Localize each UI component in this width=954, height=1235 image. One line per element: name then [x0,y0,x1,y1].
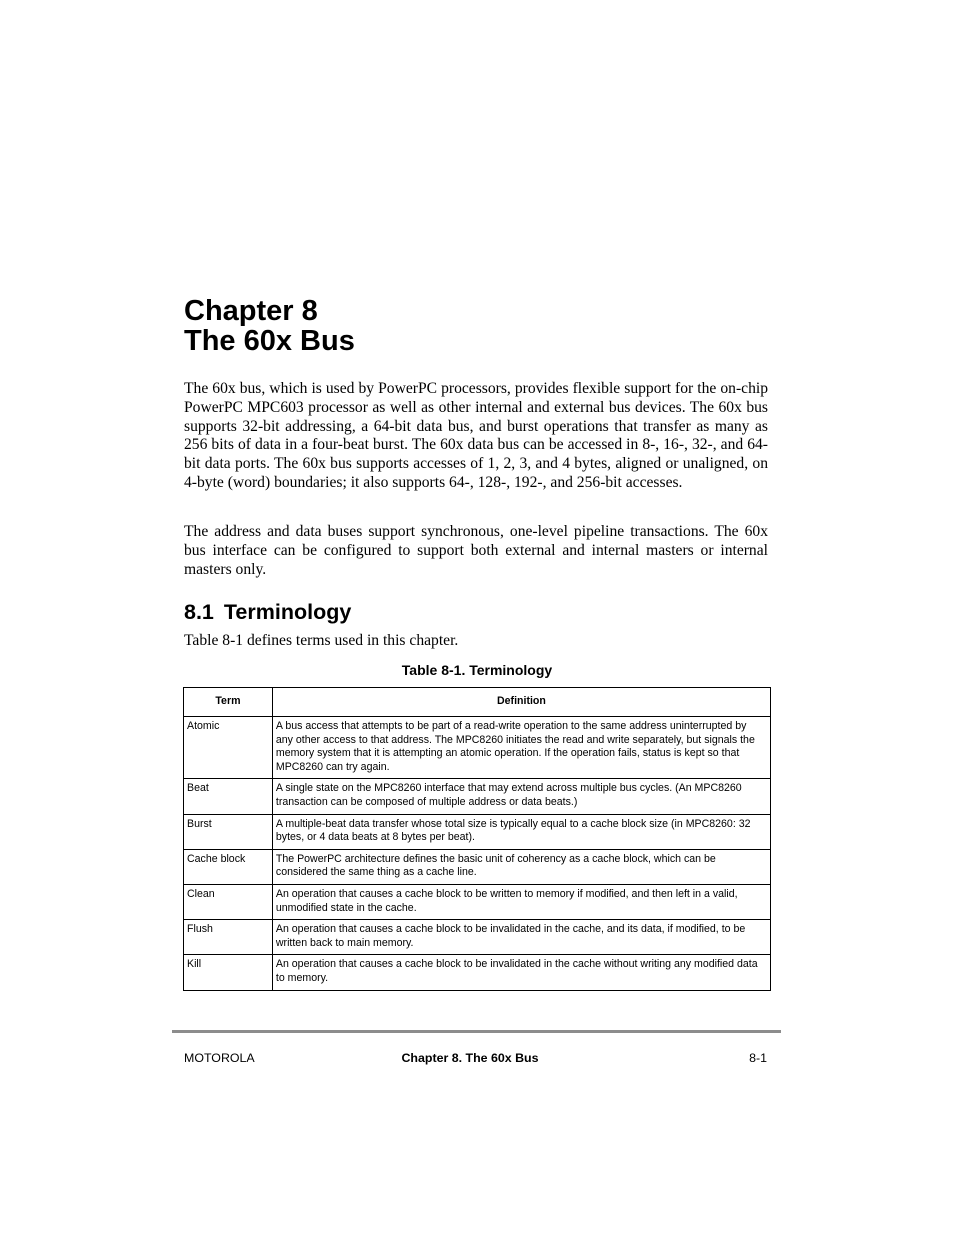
table-row [184,884,771,919]
table-row [184,814,771,849]
table-row [184,849,771,884]
definition-cell: A bus access that attempts to be part of a read-write operation to the same address uninterrupted by any other access to that address. The MPC8260 initiates the read and write separately, but signals the memory system that it is attempting an atomic operation. If the operation fails, status is kept so that MPC8260 can try again. [272,717,770,779]
footer-chapter-title: Chapter 8. The 60x Bus [401,1051,539,1065]
definition-cell: A single state on the MPC8260 interface that may extend across multiple bus cycles. (An MPC8260 transaction can be composed of multiple address or data beats.) [272,779,770,814]
footer-publisher: MOTOROLA [184,1051,255,1065]
header-definition: Definition [272,688,770,717]
bus-interface-paragraph: The address and data buses support synchronous, one-level pipeline transactions. The 60x bus interface can be configured to support both external and internal masters or internal masters only. [184,523,768,578]
section-number: 8.1 [184,600,214,624]
header-term: Term [184,688,273,717]
table-caption: Table 8-1. Terminology [401,662,553,678]
definition-cell: An operation that causes a cache block to be written to memory if modified, and then left in a valid, unmodified state in the cache. [272,884,770,919]
section-intro: Table 8-1 defines terms used in this chapter. [184,632,459,649]
table-row [184,717,771,779]
footer-divider [172,1030,781,1033]
term-cell: Clean [184,884,273,919]
term-cell: Burst [184,814,273,849]
definition-cell: The PowerPC architecture defines the basic unit of coherency as a cache block, which can be considered the same thing as a cache line. [272,849,770,884]
term-cell: Flush [184,920,273,955]
term-cell: Cache block [184,849,273,884]
definition-cell: An operation that causes a cache block to be invalidated in the cache, and its data, if modified, to be written back to main memory. [272,920,770,955]
term-cell: Beat [184,779,273,814]
table-row [184,779,771,814]
chapter-name: The 60x Bus [184,325,355,357]
chapter-number: Chapter 8 [184,295,318,327]
definition-cell: A multiple-beat data transfer whose total size is typically equal to a cache block size (in MPC8260: 32 bytes, or 4 data beats at 8 bytes per beat). [272,814,770,849]
terminology-table [183,687,771,991]
footer-page-number: 8-1 [749,1051,767,1065]
definition-cell: An operation that causes a cache block to be invalidated in the cache without writing any modified data to memory. [272,955,770,990]
table-row [184,920,771,955]
table-header-row [184,688,771,717]
chapter-title [184,296,355,356]
intro-paragraph: The 60x bus, which is used by PowerPC processors, provides flexible support for the on-chip PowerPC MPC603 processor as well as other internal and external bus devices. The 60x bus supports 32-bit addressing, a 64-bit data bus, and burst operations that transfer as many as 256 bits of data in a four-beat burst. The 60x data bus can be accessed in 8-, 16-, 32-, and 64-bit data ports. The 60x bus supports accesses of 1, 2, 3, and 4 bytes, aligned or unaligned, on 4-byte (word) boundaries; it also supports 64-, 128-, 192-, and 256-bit accesses. [184,380,768,491]
section-heading [184,598,351,626]
section-title: Terminology [223,600,352,624]
table-row [184,955,771,990]
term-cell: Atomic [184,717,273,779]
term-cell: Kill [184,955,273,990]
